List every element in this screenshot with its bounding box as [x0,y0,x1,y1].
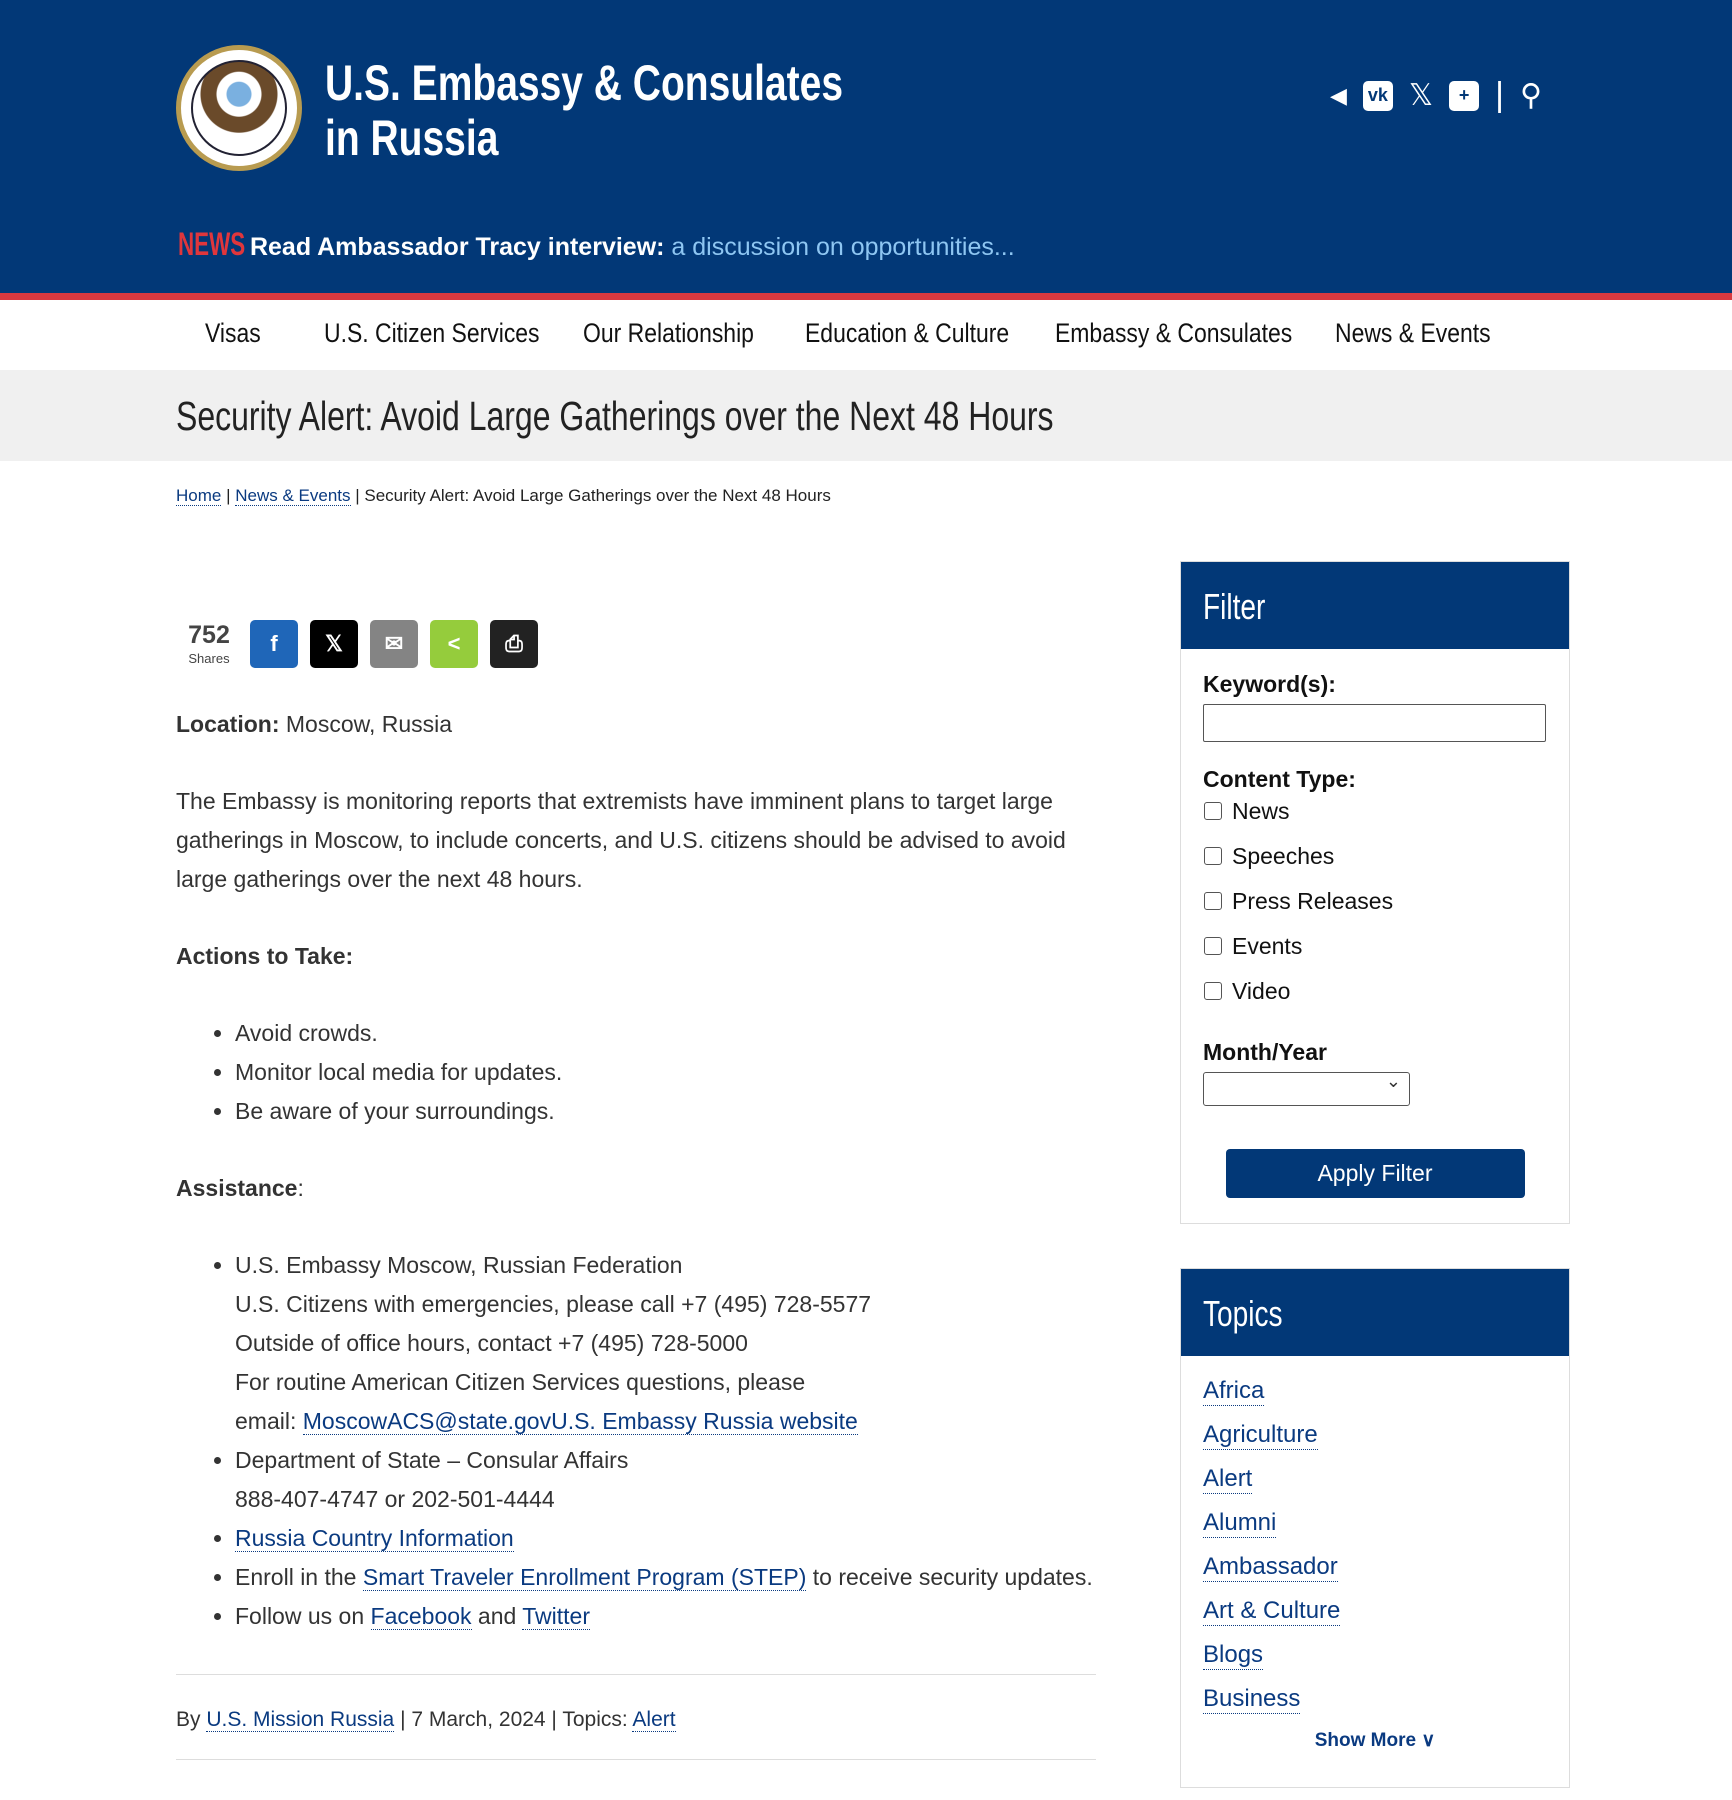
page-title: Security Alert: Avoid Large Gatherings over the Next 48 Hours [176,393,1054,439]
facebook-icon: f [270,631,278,656]
nav-embassy-consulates[interactable]: Embassy & Consulates [1055,318,1293,348]
site-title[interactable]: U.S. Embassy & Consulates in Russia [325,55,844,166]
topic-alumni[interactable]: Alumni [1203,1509,1277,1536]
actions-list [235,1014,1096,1131]
nav-visas[interactable]: Visas [205,318,261,348]
search-icon[interactable]: ⚲ [1519,79,1542,112]
month-year-label: Month/Year [1203,1039,1327,1065]
print-button[interactable] [490,620,538,668]
social-links [1330,76,1542,115]
topics-panel [1180,1268,1570,1788]
breadcrumb-current: Security Alert: Avoid Large Gatherings over the Next 48 Hours [364,486,831,505]
show-more-button[interactable]: Show More ∨ [1314,1730,1436,1751]
nav-citizen-services[interactable]: U.S. Citizen Services [324,318,540,348]
content-type-label: Content Type: [1203,766,1356,792]
topic-africa[interactable]: Africa [1203,1377,1265,1404]
nav-our-relationship[interactable]: Our Relationship [583,318,754,348]
print-icon: ⎙ [505,631,523,656]
x-icon[interactable]: 𝕏 [1408,79,1434,112]
breadcrumb: Home | News & Events | Security Alert: Avoid Large Gatherings over the Next 48 Hours [176,486,831,505]
header-stripe [0,293,1732,300]
assistance-heading: Assistance: [176,1175,304,1201]
checkbox-video[interactable]: Video [1204,973,1569,1009]
assistance-list [235,1246,1096,1636]
email-link[interactable]: MoscowACS@state.gov [302,1408,552,1434]
topic-art-culture[interactable]: Art & Culture [1203,1597,1341,1624]
share-count: 752 Shares [188,620,230,666]
email-icon: ✉ [384,631,404,656]
topic-link[interactable]: Alert [632,1708,676,1731]
news-link[interactable]: a discussion on opportunities... [671,233,1015,261]
checkbox-events[interactable]: Events [1204,928,1569,964]
main-nav [0,300,1732,370]
filter-heading: Filter [1181,562,1569,649]
x-share-button[interactable] [310,620,358,668]
share-bar [184,620,538,668]
intro-paragraph: The Embassy is monitoring reports that extremists have imminent plans to target large gatherings in Moscow, to include concerts, and U.S. citizens should be advised to avoid large gatherings over the next 48 hours. [176,788,1066,892]
location: Location: Moscow, Russia [176,711,453,737]
twitter-link[interactable]: Twitter [522,1603,591,1629]
vk-icon[interactable]: vk [1363,81,1393,111]
checkbox-news[interactable]: News [1204,793,1569,829]
checkbox-speeches[interactable]: Speeches [1204,838,1569,874]
actions-heading: Actions to Take: [176,943,354,969]
list-item: • Avoid crowds. [235,1014,1096,1053]
article-body [176,705,1096,1760]
share-button[interactable] [430,620,478,668]
list-item: • Follow us on Facebook and Twitter [235,1597,1096,1636]
facebook-share-button[interactable] [250,620,298,668]
byline: By U.S. Mission Russia | 7 March, 2024 | Topics: Alert [176,1674,1096,1760]
topic-business[interactable]: Business [1203,1685,1301,1712]
plus-icon[interactable]: + [1449,81,1479,111]
topic-agriculture[interactable]: Agriculture [1203,1421,1318,1448]
telegram-icon[interactable]: ◀ [1330,82,1347,108]
share-icon: < [447,631,461,656]
topic-blogs[interactable]: Blogs [1203,1641,1264,1668]
apply-filter-button[interactable]: Apply Filter [1226,1149,1525,1198]
month-year-select[interactable] [1203,1072,1410,1106]
department-of-state-seal-logo[interactable] [176,45,302,171]
divider: | [1495,76,1504,114]
list-item: • Be aware of your surroundings. [235,1092,1096,1131]
embassy-website-link[interactable]: U.S. Embassy Russia website [551,1408,858,1434]
news-tag: NEWS [178,226,246,262]
breadcrumb-home[interactable]: Home [176,486,222,505]
breadcrumb-news-events[interactable]: News & Events [235,486,351,505]
news-headline[interactable]: Read Ambassador Tracy interview: [249,233,665,261]
list-item: • U.S. Embassy Moscow, Russian Federation U.S. Citizens with emergencies, please call +7 (495) 728-5577 Outside of office hours, contact +7 (495) 728-5000 For routine American Citizen Services questions, please email: MoscowACS@state.govU.S. Embassy Russia website [235,1246,1096,1441]
topics-heading: Topics [1181,1269,1569,1356]
list-item: • Monitor local media for updates. [235,1053,1096,1092]
topic-alert[interactable]: Alert [1203,1465,1253,1492]
checkbox-press-releases[interactable]: Press Releases [1204,883,1569,919]
keyword-input[interactable] [1203,704,1546,742]
list-item: • Enroll in the Smart Traveler Enrollment Program (STEP) to receive security updates. [235,1558,1096,1597]
x-icon: 𝕏 [325,631,343,656]
nav-news-events[interactable]: News & Events [1335,318,1491,348]
site-header [0,0,1732,293]
list-item [235,1519,1096,1558]
author-link[interactable]: U.S. Mission Russia [206,1708,395,1731]
topic-ambassador[interactable]: Ambassador [1203,1553,1338,1580]
facebook-link[interactable]: Facebook [370,1603,472,1629]
email-share-button[interactable] [370,620,418,668]
country-info-link[interactable]: Russia Country Information [235,1525,514,1551]
news-ticker [178,226,1015,263]
filter-panel [1180,561,1570,1224]
keyword-label: Keyword(s): [1203,671,1336,697]
list-item: • Department of State – Consular Affairs 888-407-4747 or 202-501-4444 [235,1441,1096,1519]
nav-education-culture[interactable]: Education & Culture [805,318,1010,348]
step-link[interactable]: Smart Traveler Enrollment Program (STEP) [362,1564,807,1590]
